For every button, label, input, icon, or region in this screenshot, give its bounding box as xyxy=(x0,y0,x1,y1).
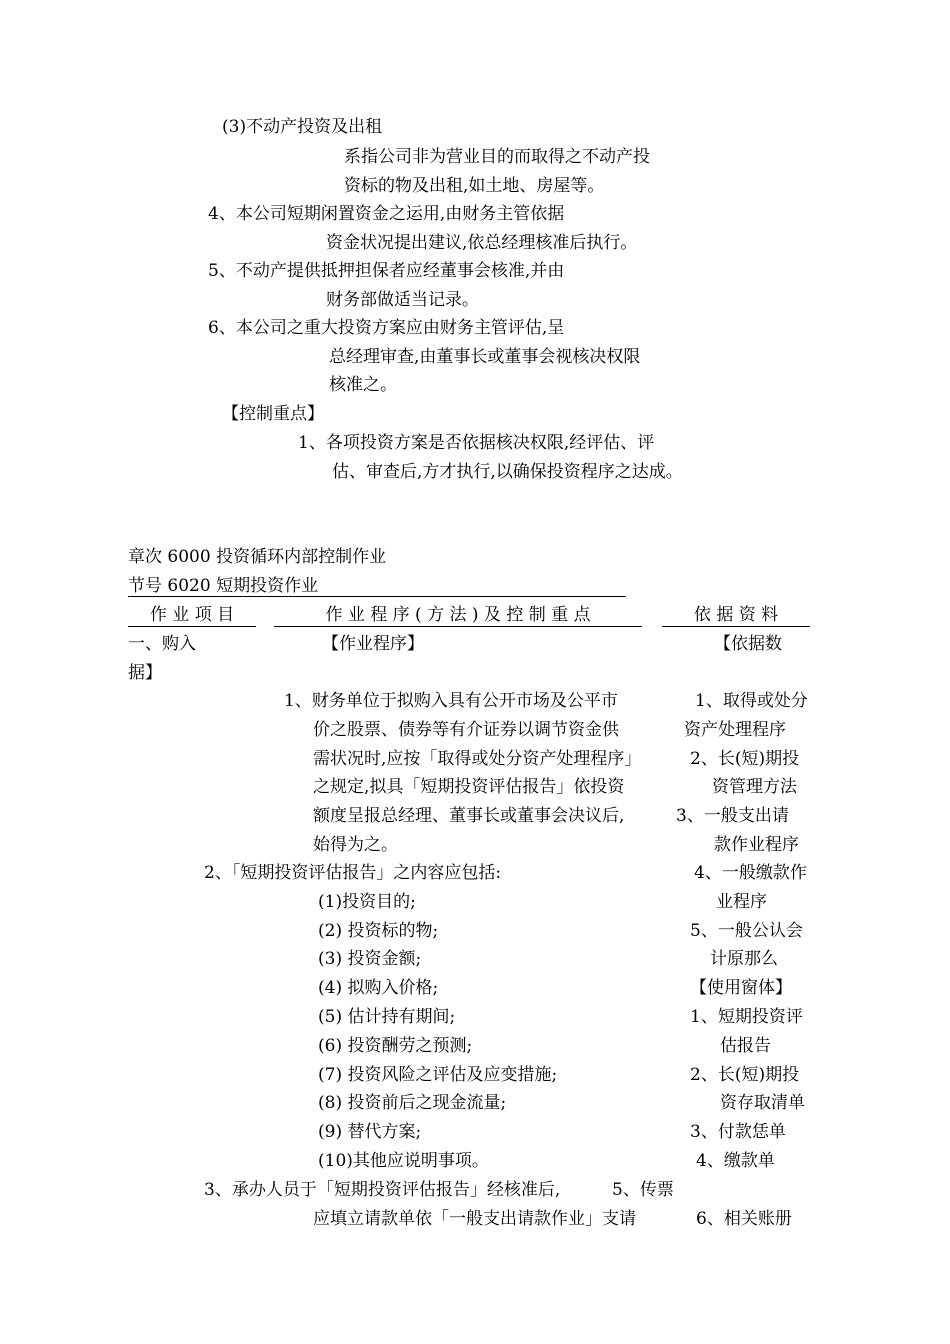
basis-item: 资管理方法 xyxy=(712,777,797,797)
basis-item: 款作业程序 xyxy=(714,835,799,855)
basis-item: 4、一般缴款作 xyxy=(694,863,807,883)
report-content-item: (10)其他应说明事项。 xyxy=(318,1151,489,1171)
report-content-item: (3) 投资金额; xyxy=(318,949,422,969)
procedure-line: 始得为之。 xyxy=(313,835,398,855)
control-points-heading: 【控制重点】 xyxy=(222,404,324,424)
procedure-line: 3、承办人员于「短期投资评估报告」经核准后, xyxy=(204,1180,561,1200)
form-item: 6、相关账册 xyxy=(696,1209,792,1229)
paragraph-line: 资金状况提出建议,依总经理核准后执行。 xyxy=(326,233,638,253)
paragraph-line: 财务部做适当记录。 xyxy=(326,290,479,310)
paragraph-line: 5、不动产提供抵押担保者应经董事会核准,并由 xyxy=(208,261,565,281)
basis-item: 资产处理程序 xyxy=(684,720,786,740)
report-content-item: (9) 替代方案; xyxy=(318,1122,422,1142)
paragraph-line: 资标的物及出租,如土地、房屋等。 xyxy=(344,176,605,196)
section-title: 节号 6020 短期投资作业 xyxy=(128,576,319,596)
procedure-line: 1、财务单位于拟购入具有公开市场及公平市 xyxy=(284,691,618,711)
paragraph-line: 系指公司非为营业目的而取得之不动产投 xyxy=(344,147,650,167)
column-header-item: 作 业 项 目 xyxy=(128,604,256,627)
paragraph-line: 6、本公司之重大投资方案应由财务主管评估,呈 xyxy=(208,318,565,338)
forms-heading: 【使用窗体】 xyxy=(690,978,792,998)
basis-item: 5、一般公认会 xyxy=(690,921,803,941)
basis-item: 3、一般支出请 xyxy=(676,806,789,826)
procedure-line: 应填立请款单依「一般支出请款作业」支请 xyxy=(313,1209,636,1229)
report-content-item: (2) 投资标的物; xyxy=(318,921,439,941)
report-content-item: (7) 投资风险之评估及应变措施; xyxy=(318,1065,558,1085)
form-item: 估报告 xyxy=(720,1036,771,1056)
procedure-heading: 【作业程序】 xyxy=(322,634,424,654)
report-content-item: (8) 投资前后之现金流量; xyxy=(318,1093,507,1113)
column-header-basis: 依 据 资 料 xyxy=(662,604,810,627)
report-content-item: (1)投资目的; xyxy=(318,892,416,912)
basis-item: 2、长(短)期投 xyxy=(690,749,800,769)
report-content-item: (5) 估计持有期间; xyxy=(318,1007,456,1027)
form-item: 5、传票 xyxy=(612,1180,674,1200)
chapter-title: 章次 6000 投资循环内部控制作业 xyxy=(128,547,387,567)
report-content-item: (6) 投资酬劳之预测; xyxy=(318,1036,473,1056)
basis-item: 计原那么 xyxy=(710,949,778,969)
procedure-line: 价之股票、债券等有介证券以调节资金供 xyxy=(313,720,619,740)
procedure-line: 2、「短期投资评估报告」之内容应包括: xyxy=(204,863,502,883)
form-item: 2、长(短)期投 xyxy=(690,1065,800,1085)
paragraph-line: 估、审查后,方才执行,以确保投资程序之达成。 xyxy=(332,462,683,482)
column-header-procedure: 作 业 程 序 ( 方 法 ) 及 控 制 重 点 xyxy=(274,604,642,627)
item-wrap-text: 据】 xyxy=(128,663,162,683)
form-item: 1、短期投资评 xyxy=(690,1007,803,1027)
subsection-heading: (3)不动产投资及出租 xyxy=(222,117,383,137)
item-title: 一、购入 xyxy=(128,634,196,654)
paragraph-line: 1、各项投资方案是否依据核决权限,经评估、评 xyxy=(298,433,655,453)
form-item: 资存取清单 xyxy=(720,1093,805,1113)
report-content-item: (4) 拟购入价格; xyxy=(318,978,439,998)
paragraph-line: 4、本公司短期闲置资金之运用,由财务主管依据 xyxy=(208,204,565,224)
basis-item: 1、取得或处分 xyxy=(695,691,808,711)
form-item: 4、缴款单 xyxy=(696,1151,775,1171)
paragraph-line: 总经理审查,由董事长或董事会视核决权限 xyxy=(329,347,641,367)
procedure-line: 之规定,拟具「短期投资评估报告」依投资 xyxy=(313,777,625,797)
form-item: 3、付款恁单 xyxy=(690,1122,786,1142)
basis-heading: 【依据数 xyxy=(714,634,782,654)
procedure-line: 额度呈报总经理、董事长或董事会决议后, xyxy=(313,806,625,826)
basis-item: 业程序 xyxy=(716,892,767,912)
paragraph-line: 核准之。 xyxy=(329,375,397,395)
procedure-line: 需状况时,应按「取得或处分资产处理程序」 xyxy=(313,749,642,769)
section-underline xyxy=(128,596,626,597)
